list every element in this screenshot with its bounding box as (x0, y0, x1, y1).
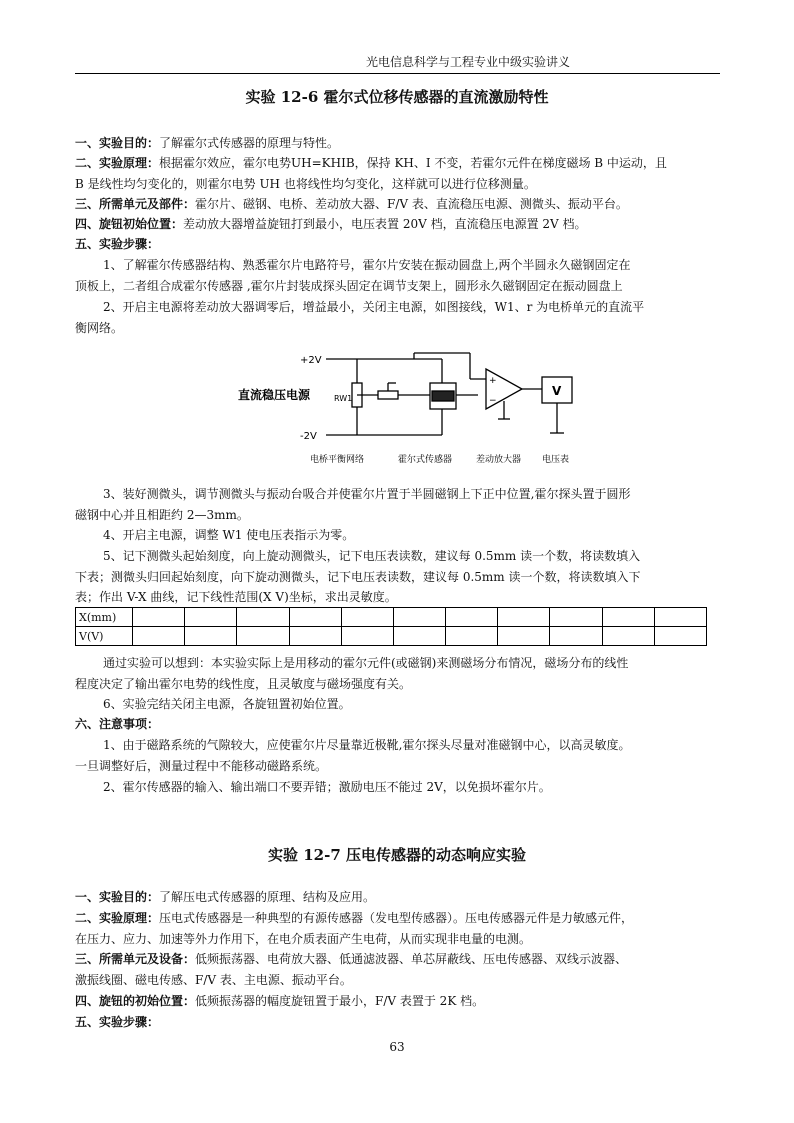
exp1-principle-label: 二、实验原理： (75, 156, 160, 170)
exp1-title: 实验 12-6 霍尔式位移传感器的直流激励特性 (245, 88, 549, 106)
exp2-aim (75, 887, 720, 908)
exp2-parts-label: 三、所需单元及设备： (75, 952, 196, 966)
diagram-rw1: RW1 (334, 394, 353, 403)
exp1-step5-line2: 下表；测微头归回起始刻度，向下旋动测微头，记下电压表读数，建议每 0.5mm 读一个数，将读数填入下 (75, 569, 641, 584)
exp1-knob-text: 差动放大器增益旋钮打到最小，电压表置 20V 档，直流稳压电源置 2V 档。 (183, 217, 587, 231)
exp2-knob-text: 低频振荡器的幅度旋钮置于最小，F/V 表置于 2K 档。 (195, 994, 485, 1008)
diagram-minus2v: -2V (300, 431, 317, 442)
exp1-step5-line1: 5、记下测微头起始刻度，向上旋动测微头，记下电压表读数，建议每 0.5mm 读一个数，将读数填入 (103, 549, 641, 563)
exp1-step5 (75, 546, 720, 608)
exp1-principle-line2: B 是线性均匀变化的，则霍尔电势 UH 也将线性均匀变化，这样就可以进行位移测量。 (75, 176, 536, 191)
running-header: 光电信息科学与工程专业中级实验讲义 (75, 52, 720, 74)
exp1-step3 (75, 484, 720, 525)
table-cell (289, 627, 341, 646)
exp2-knob (75, 991, 720, 1012)
exp1-conclusion-line2: 程度决定了输出霍尔电势的线性度，且灵敏度与磁场强度有关。 (75, 676, 412, 691)
exp2-principle-line1: 压电式传感器是一种典型的有源传感器（发电型传感器）。压电传感器元件是力敏感元件， (159, 911, 634, 925)
table-cell (498, 627, 550, 646)
exp1-step1-line1: 1、了解霍尔传感器结构、熟悉霍尔片电路符号，霍尔片安装在振动圆盘上,两个半圆永久磁钢固定在 (103, 258, 631, 272)
exp1-step1-line2: 顶板上，二者组合成霍尔传感器 ,霍尔片封装成探头固定在调节支架上，圆形永久磁钢固定在振动圆盘上 (75, 278, 623, 293)
exp1-note2: 2、霍尔传感器的输入、输出端口不要弄错；激励电压不能过 2V，以免损坏霍尔片。 (103, 780, 551, 794)
table-cell (185, 608, 237, 627)
table-cell (602, 627, 654, 646)
diagram-amp-minus: − (489, 396, 497, 406)
table-cell (237, 608, 289, 627)
table-cell (550, 627, 602, 646)
table-row (76, 627, 707, 646)
table-row-label-v: V(V) (76, 627, 133, 646)
exp1-conclusion-line1: 通过实验可以想到：本实验实际上是用移动的霍尔元件(或磁钢)来测磁场分布情况，磁场分布的线性 (103, 656, 629, 670)
page-number: 63 (389, 1040, 405, 1054)
exp2-steps-heading: 五、实验步骤： (75, 1015, 160, 1029)
exp1-knob (75, 214, 720, 235)
table-cell (133, 608, 185, 627)
exp1-parts-text: 霍尔片、磁钢、电桥、差动放大器、F/V 表、直流稳压电源、测微头、振动平台。 (195, 197, 628, 211)
measurement-table (75, 607, 707, 646)
table-row (76, 608, 707, 627)
exp1-step6: 6、实验完结关闭主电源，各旋钮置初始位置。 (103, 697, 351, 711)
table-cell (446, 608, 498, 627)
table-cell (602, 608, 654, 627)
table-cell (133, 627, 185, 646)
exp2-parts (75, 949, 720, 990)
exp2-knob-label: 四、旋钮的初始位置： (75, 994, 196, 1008)
exp1-step2-line2: 衡网络。 (75, 320, 124, 335)
table-cell (393, 627, 445, 646)
exp1-step2 (75, 297, 720, 338)
exp1-principle-line1: 根据霍尔效应，霍尔电势UH=KHIB，保持 KH、I 不变，若霍尔元件在梯度磁场 B 中运动，且 (159, 156, 667, 170)
table-cell (446, 627, 498, 646)
table-cell (550, 608, 602, 627)
exp2-title: 实验 12-7 压电传感器的动态响应实验 (268, 846, 526, 864)
exp2-aim-label: 一、实验目的： (75, 890, 160, 904)
table-cell (237, 627, 289, 646)
diagram-caption-bridge: 电桥平衡网络 (310, 455, 365, 465)
exp1-steps-heading: 五、实验步骤： (75, 237, 160, 251)
exp2-parts-line2: 激振线圈、磁电传感、F/V 表、主电源、振动平台。 (75, 972, 352, 987)
exp1-step2-line1: 2、开启主电源将差动放大器调零后，增益最小，关闭主电源，如图接线，W1、r 为电桥单元的直流平 (103, 300, 645, 314)
table-cell (341, 627, 393, 646)
diagram-caption-hall: 霍尔式传感器 (398, 455, 453, 465)
exp1-aim-text: 了解霍尔式传感器的原理与特性。 (159, 136, 340, 150)
exp1-note1 (75, 735, 720, 776)
exp1-knob-label: 四、旋钮初始位置： (75, 217, 184, 231)
exp1-aim-label: 一、实验目的： (75, 136, 160, 150)
exp1-note1-line1: 1、由于磁路系统的气隙较大，应使霍尔片尽量靠近极靴,霍尔探头尽量对准磁钢中心，以高灵敏度。 (103, 738, 631, 752)
circuit-diagram (230, 345, 590, 470)
table-cell (498, 608, 550, 627)
table-row-label-x: X(mm) (76, 608, 133, 627)
diagram-plus2v: +2V (300, 355, 322, 366)
exp2-parts-line1: 低频振荡器、电荷放大器、低通滤波器、单芯屏蔽线、压电传感器、双线示波器、 (195, 952, 628, 966)
exp1-step5-line3: 表；作出 V-X 曲线，记下线性范围(X V)坐标，求出灵敏度。 (75, 590, 397, 604)
exp1-notes-heading: 六、注意事项： (75, 717, 160, 731)
exp1-step4: 4、开启主电源，调整 W1 使电压表指示为零。 (103, 528, 355, 542)
exp1-conclusion (75, 653, 720, 694)
diagram-amp-plus: + (489, 376, 497, 386)
table-cell (393, 608, 445, 627)
exp2-principle-line2: 在压力、应力、加速等外力作用下，在电介质表面产生电荷，从而实现非电量的电测。 (75, 931, 532, 946)
exp2-principle-label: 二、实验原理： (75, 911, 160, 925)
exp1-step3-line1: 3、装好测微头，调节测微头与振动台吸合并使霍尔片置于半圆磁钢上下正中位置,霍尔探头置于圆形 (103, 487, 631, 501)
diagram-power-label: 直流稳压电源 (238, 388, 311, 402)
exp1-step3-line2: 磁钢中心并且相距约 2—3mm。 (75, 507, 249, 522)
table-cell (654, 627, 706, 646)
table-cell (289, 608, 341, 627)
exp1-aim (75, 133, 720, 154)
table-cell (341, 608, 393, 627)
diagram-meter-label: V (552, 384, 562, 398)
exp1-parts (75, 194, 720, 215)
diagram-caption-amp: 差动放大器 (476, 455, 522, 465)
exp2-aim-text: 了解压电式传感器的原理、结构及应用。 (159, 890, 376, 904)
diagram-caption-voltmeter: 电压表 (542, 455, 570, 465)
exp2-principle (75, 908, 720, 949)
exp1-parts-label: 三、所需单元及部件： (75, 197, 196, 211)
table-cell (654, 608, 706, 627)
exp1-step1 (75, 255, 720, 296)
exp1-principle (75, 153, 720, 194)
table-cell (185, 627, 237, 646)
exp1-note1-line2: 一旦调整好后，测量过程中不能移动磁路系统。 (75, 758, 328, 773)
